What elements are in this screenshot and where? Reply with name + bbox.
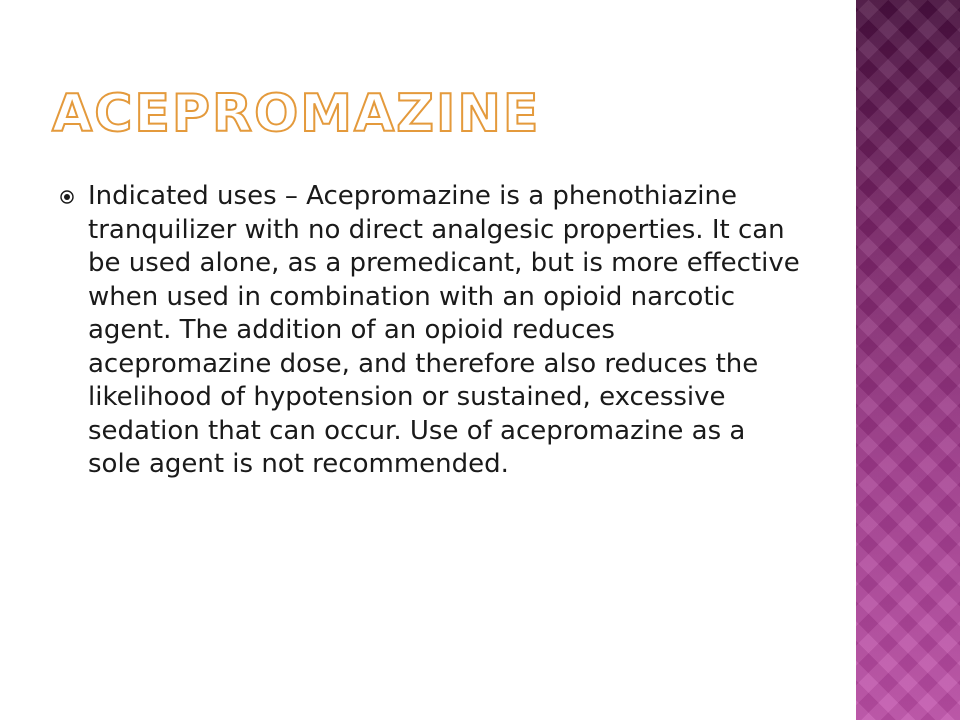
circled-bullet-icon [60, 190, 74, 204]
slide-content [60, 180, 800, 482]
bullet-item [60, 180, 800, 482]
decorative-side-band [856, 0, 960, 720]
slide-title: ACEPROMAZINE [52, 84, 541, 144]
bullet-text: Indicated uses – Acepromazine is a phenothiazine tranquilizer with no direct analgesic properties. It can be used alone, as a premedicant, but is more effective when used in combination with an opioid narcotic agent. The addition of an opioid reduces acepromazine dose, and therefore also reduces the likelihood of hypotension or sustained, excessive sedation that can occur. Use of acepromazine as a sole agent is not recommended. [88, 181, 800, 479]
